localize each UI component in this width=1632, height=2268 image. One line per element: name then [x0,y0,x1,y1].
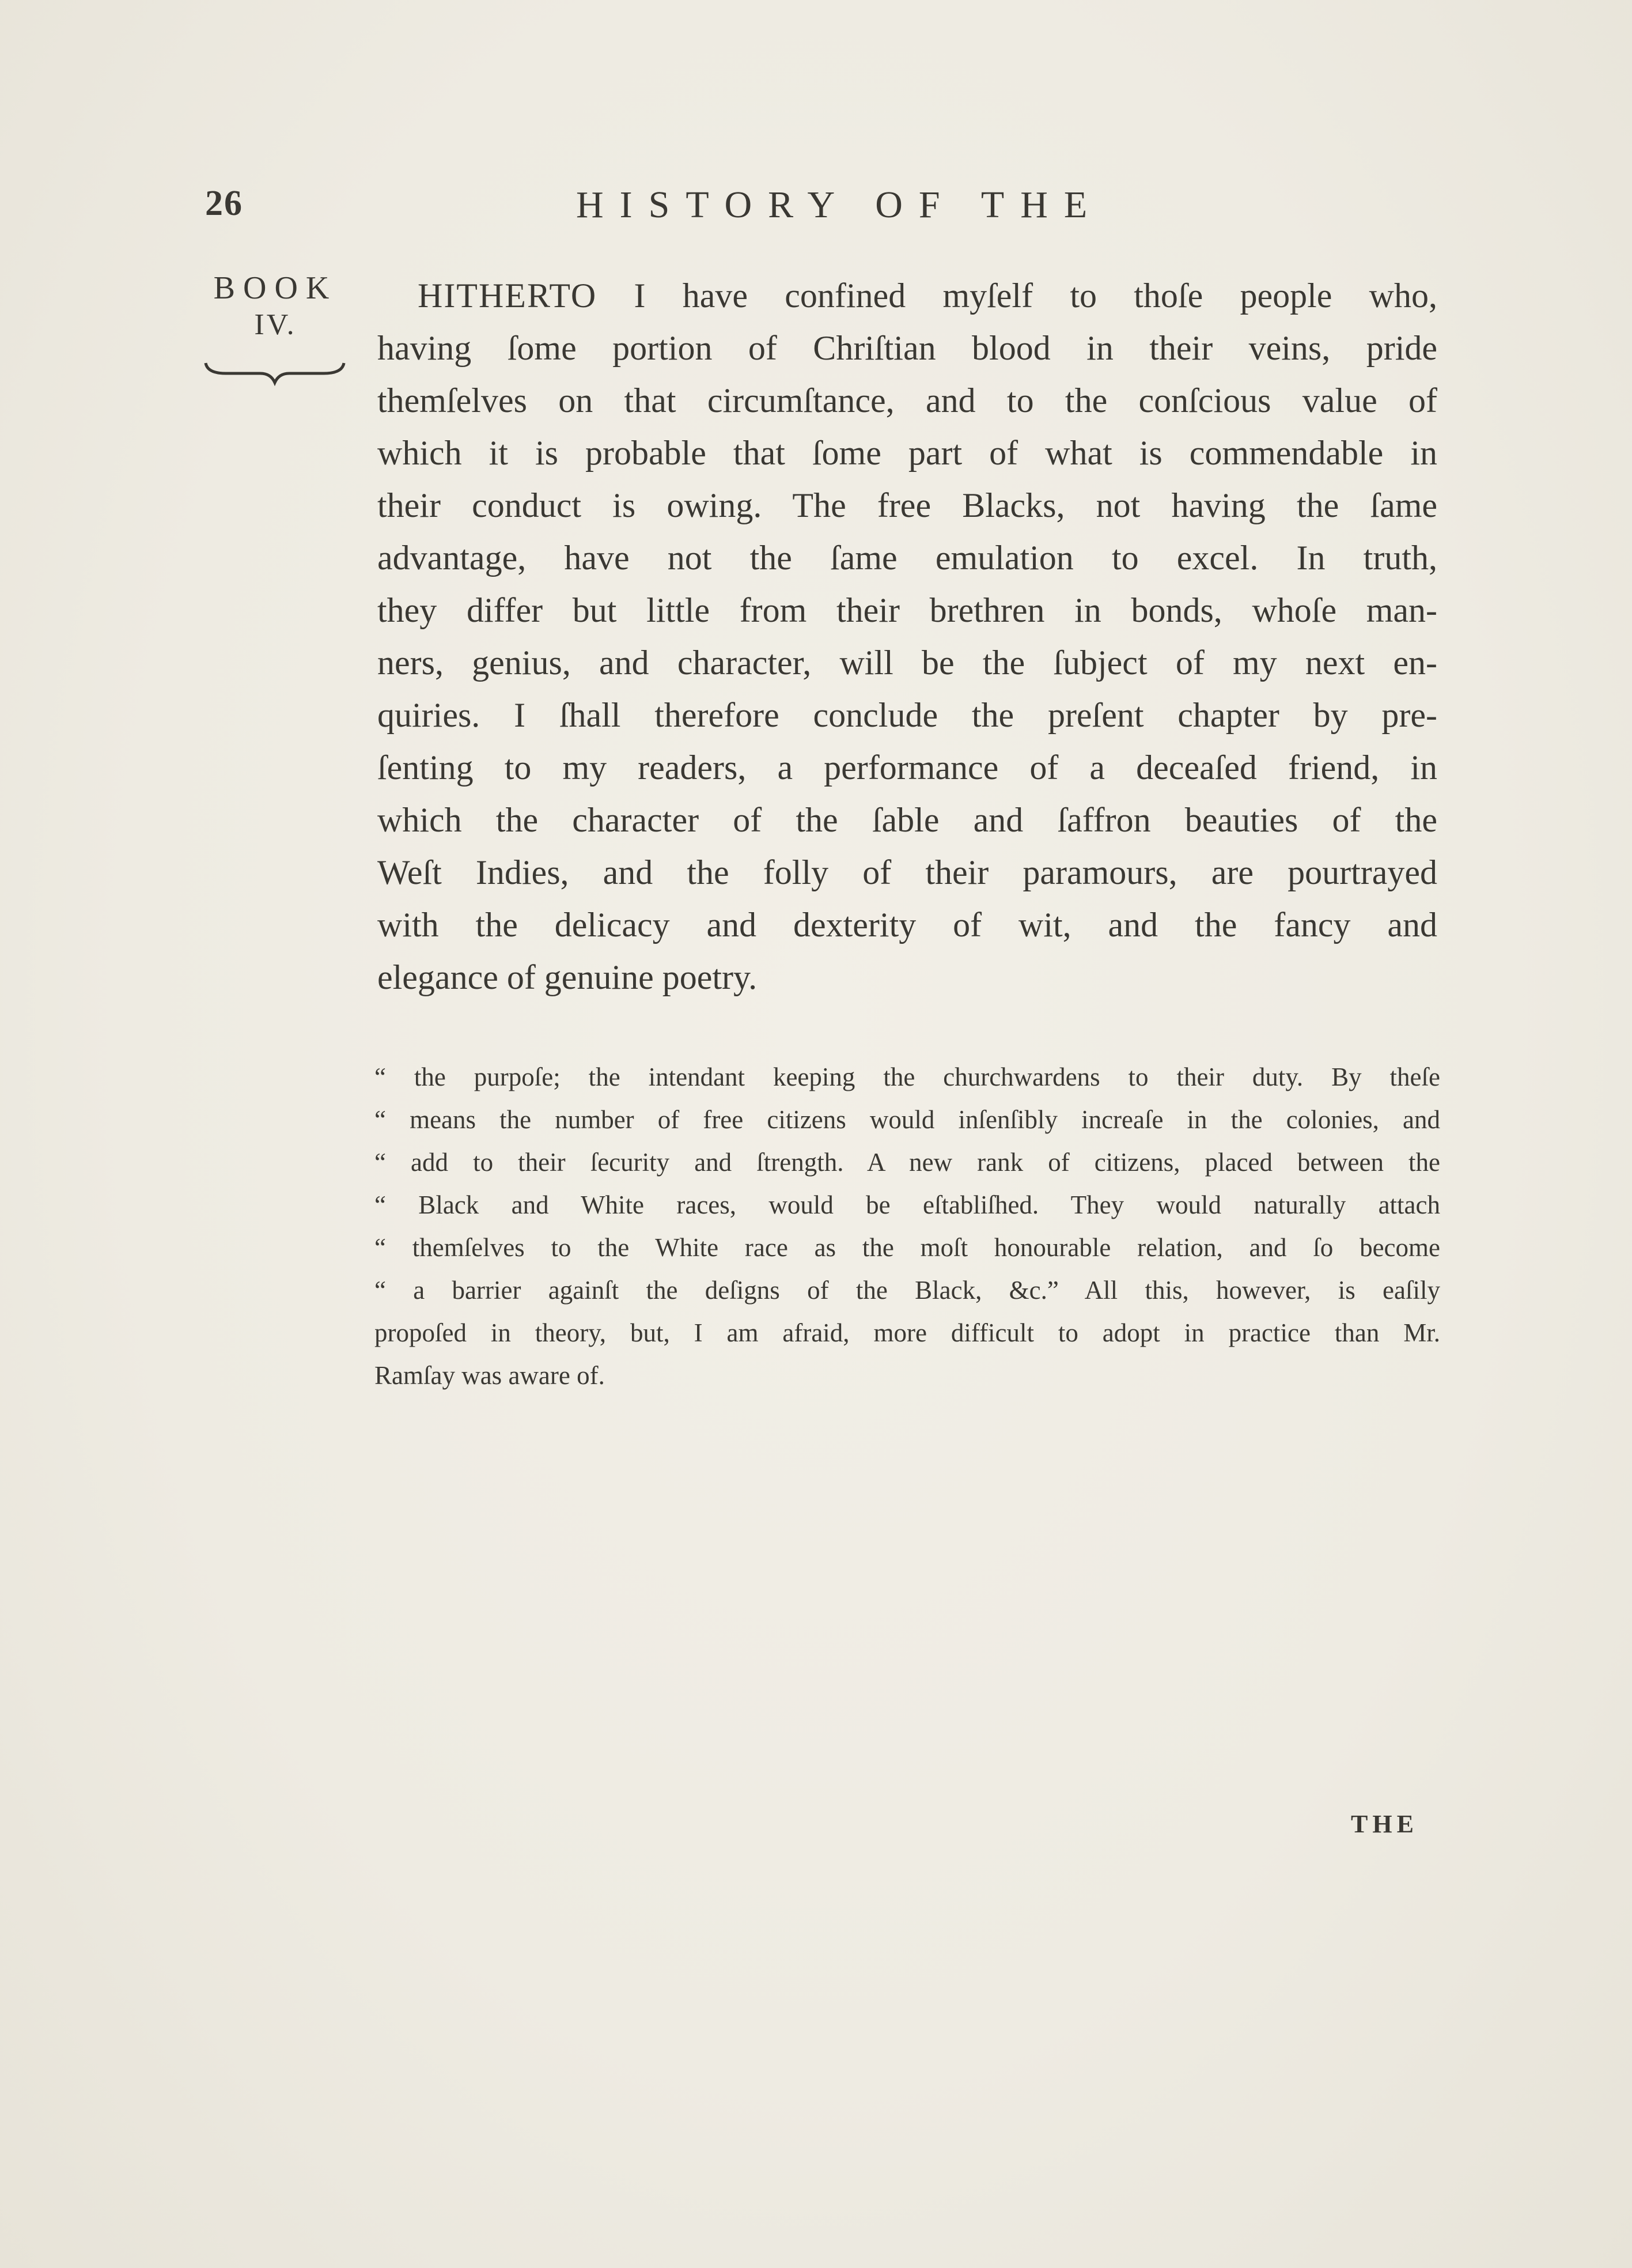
main-line-11: which the character of the ſable and ſaffron beauties of the [377,801,1437,839]
footnote-line-8: Ramſay was aware of. [374,1361,605,1390]
main-line-9: quiries. I ſhall therefore conclude the preſent chapter by pre- [377,696,1437,734]
margin-note-volume: IV. [254,308,297,341]
footnote [374,1056,1440,1397]
brace-ornament [203,357,347,386]
running-head: HISTORY OF THE [576,184,1104,226]
margin-note [195,270,356,343]
footnote-line-4: “ Black and White races, would be eſtabliſhed. They would naturally attach [374,1190,1440,1219]
main-line-6: advantage, have not the ſame emulation to excel. In truth, [377,539,1437,577]
footnote-line-6: “ a barrier againſt the deſigns of the Black, &c.” All this, however, is eaſily [374,1276,1440,1305]
footnote-line-1: “ the purpoſe; the intendant keeping the churchwardens to their duty. By theſe [374,1063,1440,1091]
main-line-8: ners, genius, and character, will be the ſubject of my next en- [377,644,1437,682]
hitherto-initial-words: HITHERTO [418,277,597,315]
footnote-line-3: “ add to their ſecurity and ſtrength. A new rank of citizens, placed between the [374,1148,1440,1177]
main-line-7: they differ but little from their brethren in bonds, whoſe man- [377,591,1437,629]
catchword: THE [1351,1810,1418,1838]
main-line-1 [377,270,1437,322]
main-line-14: elegance of genuine poetry. [377,958,758,996]
footnote-line-5: “ themſelves to the White race as the moſt honourable relation, and ſo become [374,1233,1440,1262]
footnote-line-2: “ means the number of free citizens would inſenſibly increaſe in the colonies, and [374,1105,1440,1134]
footnote-line-7: propoſed in theory, but, I am afraid, more difficult to adopt in practice than Mr. [374,1318,1440,1347]
main-line-4: which it is probable that ſome part of what is commendable in [377,434,1437,472]
main-line-10: ſenting to my readers, a performance of a deceaſed friend, in [377,749,1437,787]
main-line-2: having ſome portion of Chriſtian blood in their veins, pride [377,329,1437,367]
main-line-13: with the delicacy and dexterity of wit, and the fancy and [377,906,1437,944]
margin-note-book: BOOK [213,270,338,306]
main-line-1-rest: I have confined myſelf to thoſe people who, [597,277,1437,315]
main-line-5: their conduct is owing. The free Blacks, not having the ſame [377,486,1437,524]
main-line-12: Weſt Indies, and the folly of their paramours, are pourtrayed [377,853,1437,891]
main-paragraph [377,270,1437,1004]
page-number: 26 [205,184,243,223]
main-line-3: themſelves on that circumſtance, and to the conſcious value of [377,381,1437,419]
